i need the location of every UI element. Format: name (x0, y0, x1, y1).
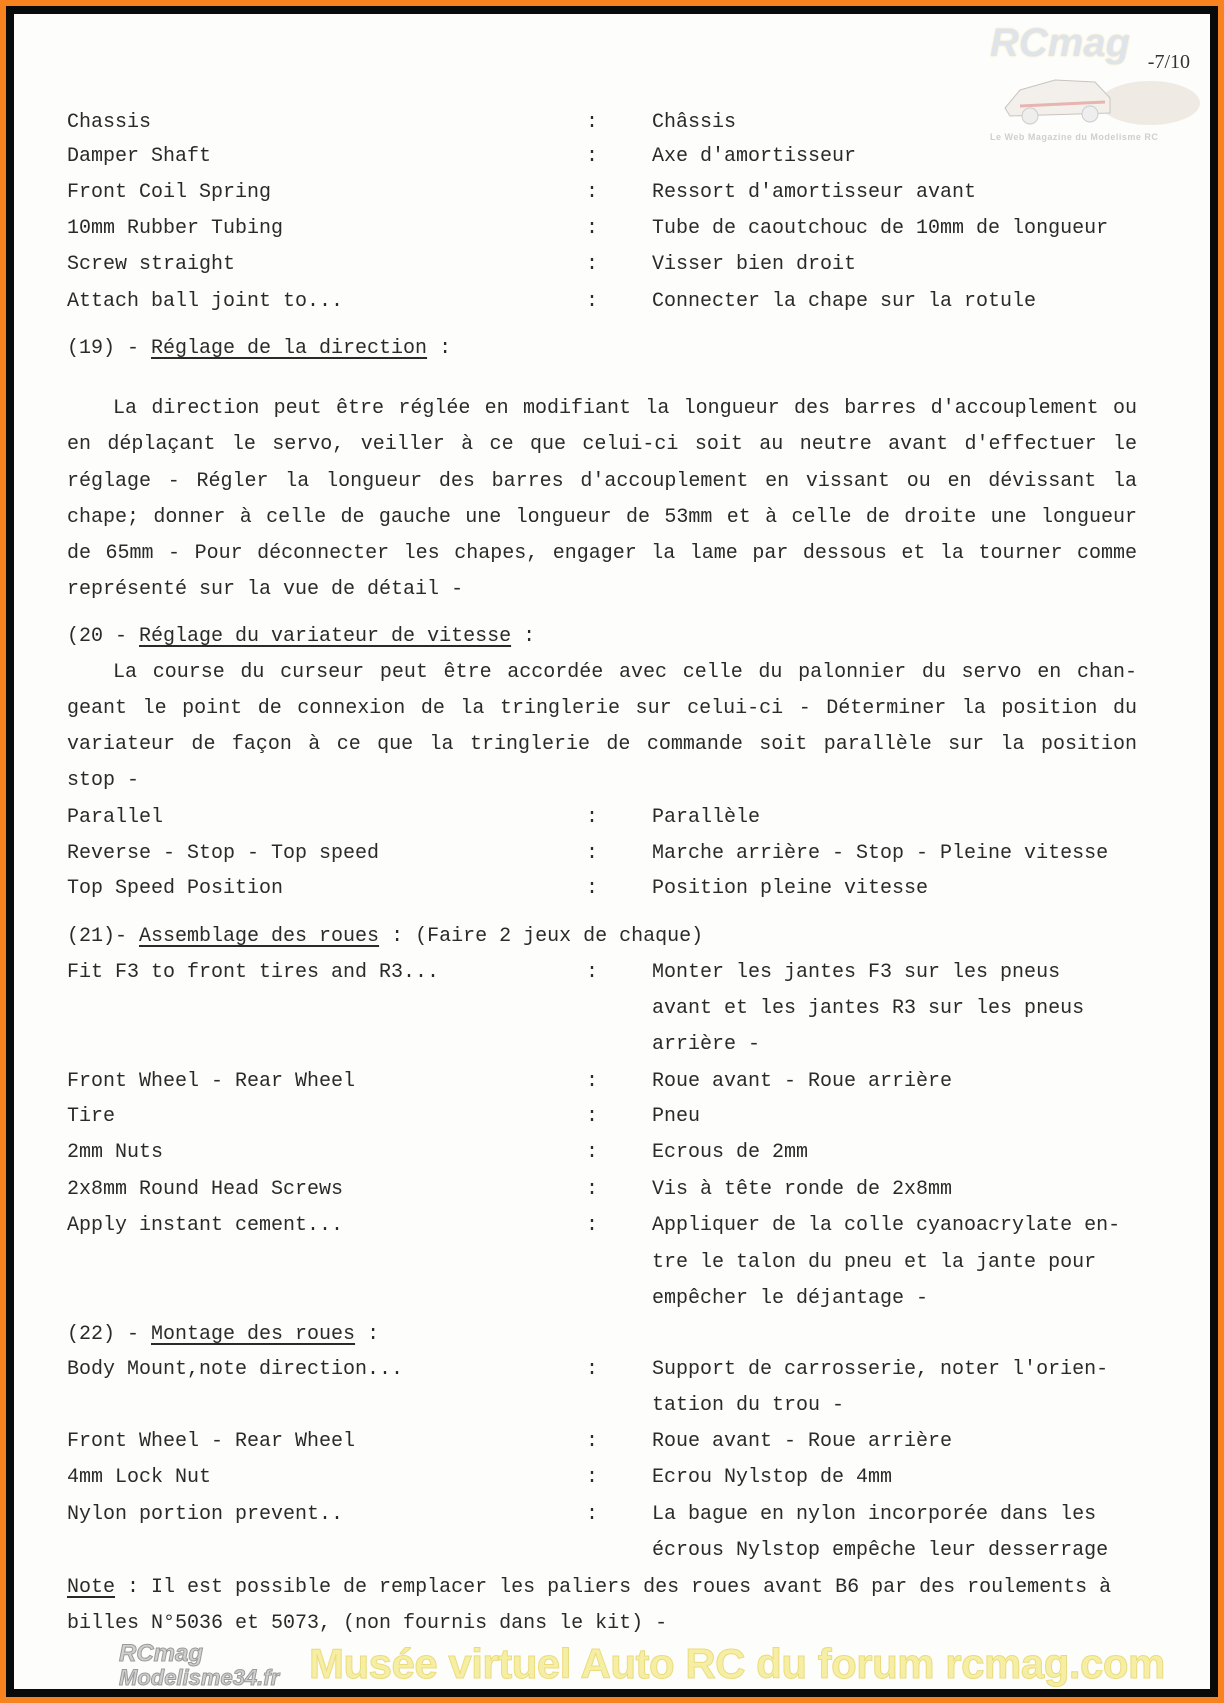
term-fr: écrous Nylstop empêche leur desserrage (652, 1539, 1109, 1562)
term-en: Reverse - Stop - Top speed (67, 842, 380, 865)
term-en: Body Mount,note direction... (67, 1358, 404, 1381)
document-page (14, 14, 1210, 1689)
colon: : (586, 1214, 599, 1237)
section-19-heading (67, 337, 451, 361)
colon: : (586, 842, 599, 865)
term-fr: tation du trou - (652, 1394, 845, 1417)
term-fr: Châssis (652, 111, 737, 134)
note-line: billes N°5036 et 5073, (non fournis dans le kit) - (67, 1612, 668, 1635)
term-fr: Parallèle (652, 806, 761, 829)
paragraph-line: de 65mm - Pour déconnecter les chapes, engager la lame par dessous et la tourner comme (67, 542, 1137, 565)
term-en: 10mm Rubber Tubing (67, 217, 284, 240)
colon: : (586, 253, 599, 276)
colon: : (586, 806, 599, 829)
logo-tagline: Le Web Magazine du Modelisme RC (990, 132, 1159, 142)
heading-suffix: : (427, 337, 452, 360)
colon: : (586, 1466, 599, 1489)
colon: : (586, 217, 599, 240)
term-fr: Vis à tête ronde de 2x8mm (652, 1178, 953, 1201)
colon: : (586, 1358, 599, 1381)
colon: : (586, 290, 599, 313)
term-fr: arrière - (652, 1033, 761, 1056)
heading-number: (19) - (67, 337, 152, 360)
term-fr: avant et les jantes R3 sur les pneus (652, 997, 1085, 1020)
note-line (67, 1576, 1111, 1600)
colon: : (586, 1141, 599, 1164)
heading-title: Assemblage des roues (139, 925, 380, 948)
colon: : (586, 1178, 599, 1201)
term-fr: Connecter la chape sur la rotule (652, 290, 1037, 313)
paragraph-line: réglage - Régler la longueur des barres d'accouplement en vissant ou en dévissant la (67, 470, 1137, 493)
term-fr: Ecrous de 2mm (652, 1141, 809, 1164)
term-en: Fit F3 to front tires and R3... (67, 961, 440, 984)
colon: : (586, 111, 599, 134)
side-watermark (119, 1642, 279, 1689)
term-en: Front Wheel - Rear Wheel (67, 1430, 356, 1453)
term-en: 2x8mm Round Head Screws (67, 1178, 344, 1201)
term-fr: tre le talon du pneu et la jante pour (652, 1251, 1097, 1274)
term-fr: empêcher le déjantage - (652, 1287, 929, 1310)
term-en: Chassis (67, 111, 152, 134)
term-fr: Position pleine vitesse (652, 877, 929, 900)
term-fr: Roue avant - Roue arrière (652, 1070, 953, 1093)
colon: : (586, 145, 599, 168)
term-fr: Roue avant - Roue arrière (652, 1430, 953, 1453)
term-fr: Appliquer de la colle cyanoacrylate en- (652, 1214, 1121, 1237)
term-fr: La bague en nylon incorporée dans les (652, 1503, 1097, 1526)
term-en: Parallel (67, 806, 164, 829)
term-fr: Marche arrière - Stop - Pleine vitesse (652, 842, 1109, 865)
colon: : (586, 1503, 599, 1526)
section-22-heading (67, 1323, 379, 1347)
heading-title: Montage des roues (151, 1323, 356, 1346)
section-20-heading (67, 625, 535, 649)
term-en: Tire (67, 1105, 116, 1128)
paragraph-line: geant le point de connexion de la tringlerie sur celui-ci - Déterminer la position du (67, 697, 1137, 720)
paragraph-line: chape; donner à celle de gauche une longueur de 53mm et à celle de droite une longueur (67, 506, 1137, 529)
heading-title: Réglage de la direction (151, 337, 428, 360)
term-en: Front Coil Spring (67, 181, 272, 204)
heading-suffix: : (355, 1323, 380, 1346)
heading-suffix: : (511, 625, 536, 648)
term-fr: Monter les jantes F3 sur les pneus (652, 961, 1061, 984)
term-en: Attach ball joint to... (67, 290, 344, 313)
term-en: Damper Shaft (67, 145, 212, 168)
term-en: 4mm Lock Nut (67, 1466, 212, 1489)
note-text: : Il est possible de remplacer les paliers des roues avant B6 par des roulements à (115, 1576, 1112, 1599)
heading-number: (20 - (67, 625, 140, 648)
colon: : (586, 961, 599, 984)
term-fr: Visser bien droit (652, 253, 857, 276)
note-label: Note (67, 1576, 116, 1599)
paragraph-line: La course du curseur peut être accordée avec celle du palonnier du servo en chan- (113, 661, 1137, 684)
rcmag-logo (990, 20, 1190, 150)
term-en: Screw straight (67, 253, 236, 276)
paragraph-line: représenté sur la vue de détail - (67, 578, 464, 601)
colon: : (586, 877, 599, 900)
watermark-modelisme: Modelisme34.fr (119, 1665, 280, 1689)
heading-title: Réglage du variateur de vitesse (139, 625, 512, 648)
colon: : (586, 1430, 599, 1453)
watermark-rcmag: RCmag (119, 1640, 204, 1667)
heading-number: (22) - (67, 1323, 152, 1346)
term-fr: Ressort d'amortisseur avant (652, 181, 977, 204)
logo-word: RCmag (990, 21, 1131, 65)
colon: : (586, 1105, 599, 1128)
heading-suffix: : (Faire 2 jeux de chaque) (379, 925, 704, 948)
term-en: Top Speed Position (67, 877, 284, 900)
paragraph-line: stop - (67, 769, 140, 792)
term-en: Apply instant cement... (67, 1214, 344, 1237)
page-number: -7/10 (1147, 51, 1190, 73)
paragraph-line: variateur de façon à ce que la tringlerie de commande soit parallèle sur la position (67, 733, 1137, 756)
term-en: Nylon portion prevent.. (67, 1503, 344, 1526)
heading-number: (21)- (67, 925, 140, 948)
section-21-heading (67, 925, 703, 949)
museum-watermark: Musée virtuel Auto RC du forum rcmag.com (309, 1640, 1165, 1687)
term-fr: Axe d'amortisseur (652, 145, 857, 168)
term-fr: Tube de caoutchouc de 10mm de longueur (652, 217, 1109, 240)
term-fr: Ecrou Nylstop de 4mm (652, 1466, 893, 1489)
car-logo-icon (1000, 68, 1200, 128)
term-en: 2mm Nuts (67, 1141, 164, 1164)
term-fr: Pneu (652, 1105, 701, 1128)
colon: : (586, 181, 599, 204)
term-en: Front Wheel - Rear Wheel (67, 1070, 356, 1093)
term-fr: Support de carrosserie, noter l'orien- (652, 1358, 1109, 1381)
colon: : (586, 1070, 599, 1093)
paragraph-line: en déplaçant le servo, veiller à ce que celui-ci soit au neutre avant d'effectuer le (67, 433, 1137, 456)
paragraph-line: La direction peut être réglée en modifiant la longueur des barres d'accouplement ou (113, 397, 1137, 420)
